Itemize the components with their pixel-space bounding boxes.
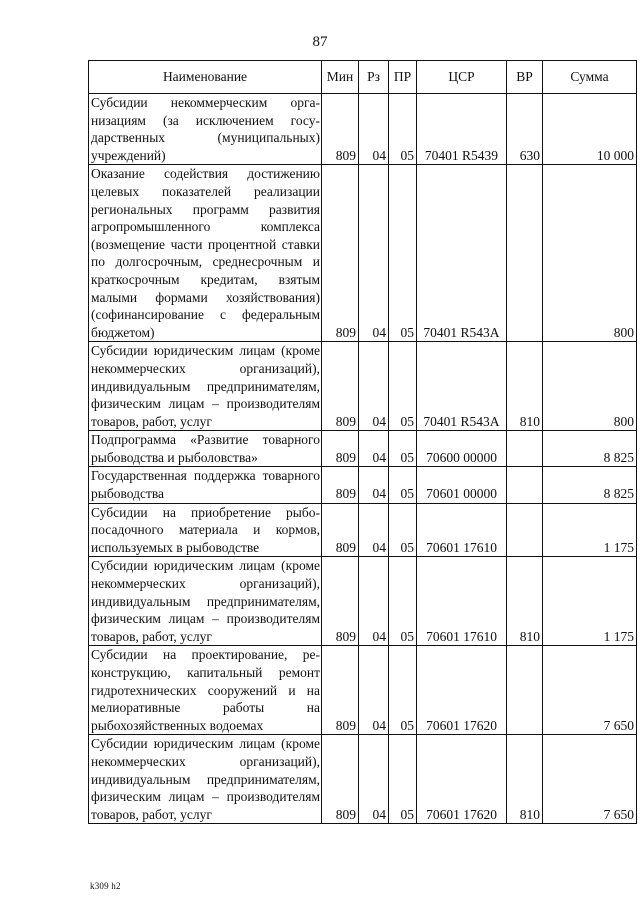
row-pr: 05 — [389, 342, 417, 431]
row-name: Субсидии на проектирование, реконструкцию, капитальный ремонт гидротехнических сооружений и на мелиоративные работы на рыбохозяйственных водоемах — [89, 646, 322, 735]
row-vr — [507, 503, 543, 557]
budget-table — [88, 60, 637, 824]
table-row — [89, 557, 637, 646]
row-rz: 04 — [359, 431, 389, 467]
row-vr: 810 — [507, 735, 543, 824]
table-row — [89, 165, 637, 342]
page-number: 87 — [312, 34, 328, 50]
row-pr: 05 — [389, 503, 417, 557]
row-sum: 1 175 — [543, 503, 637, 557]
row-csr: 70601 00000 — [417, 467, 507, 503]
row-min: 809 — [322, 735, 359, 824]
row-name: Государственная поддержка товарного рыбоводства — [89, 467, 322, 503]
row-pr: 05 — [389, 165, 417, 342]
row-sum: 800 — [543, 342, 637, 431]
row-vr: 810 — [507, 342, 543, 431]
row-vr — [507, 467, 543, 503]
table-row — [89, 342, 637, 431]
row-csr: 70401 R543А — [417, 165, 507, 342]
row-vr: 810 — [507, 557, 543, 646]
row-name: Оказание содействия достижению целевых показателей реализации региональных программ развития агропромышленного комплекса (возмещение части процентной ставки по долгосрочным, среднесрочным и краткосрочным кредитам, взятым малыми формами хозяйствования) (софинансирование с федеральным бюджетом) — [89, 165, 322, 342]
row-pr: 05 — [389, 557, 417, 646]
row-csr: 70601 17620 — [417, 646, 507, 735]
row-name: Субсидии юридическим лицам (кроме некоммерческих организаций), индивидуальным предпринимателям, физическим лицам – производителям товаров, работ, услуг — [89, 735, 322, 824]
header-sum: Сумма — [543, 61, 637, 94]
row-sum: 7 650 — [543, 646, 637, 735]
row-csr: 70601 17620 — [417, 735, 507, 824]
row-vr — [507, 646, 543, 735]
row-sum: 10 000 — [543, 94, 637, 165]
table-row — [89, 735, 637, 824]
table-header-row — [89, 61, 637, 94]
row-csr: 70601 17610 — [417, 503, 507, 557]
row-csr: 70601 17610 — [417, 557, 507, 646]
row-sum: 8 825 — [543, 467, 637, 503]
header-pr: ПР — [389, 61, 417, 94]
row-min: 809 — [322, 431, 359, 467]
table-row — [89, 503, 637, 557]
table-row — [89, 94, 637, 165]
row-min: 809 — [322, 94, 359, 165]
row-min: 809 — [322, 557, 359, 646]
row-sum: 8 825 — [543, 431, 637, 467]
row-min: 809 — [322, 646, 359, 735]
row-csr: 70401 R543А — [417, 342, 507, 431]
header-csr: ЦСР — [417, 61, 507, 94]
row-pr: 05 — [389, 431, 417, 467]
row-rz: 04 — [359, 165, 389, 342]
row-csr: 70600 00000 — [417, 431, 507, 467]
row-pr: 05 — [389, 646, 417, 735]
row-pr: 05 — [389, 735, 417, 824]
row-sum: 7 650 — [543, 735, 637, 824]
row-pr: 05 — [389, 94, 417, 165]
row-rz: 04 — [359, 557, 389, 646]
row-rz: 04 — [359, 735, 389, 824]
header-name: Наименование — [89, 61, 322, 94]
row-vr: 630 — [507, 94, 543, 165]
row-name: Субсидии юридическим лицам (кроме некоммерческих организаций), индивидуальным предпринимателям, физическим лицам – производителям товаров, работ, услуг — [89, 557, 322, 646]
row-rz: 04 — [359, 94, 389, 165]
header-rz: Рз — [359, 61, 389, 94]
row-pr: 05 — [389, 467, 417, 503]
row-rz: 04 — [359, 467, 389, 503]
row-name: Субсидии на приобретение рыбопосадочного материала и кормов, используемых в рыбоводстве — [89, 503, 322, 557]
row-min: 809 — [322, 342, 359, 431]
row-rz: 04 — [359, 646, 389, 735]
row-rz: 04 — [359, 342, 389, 431]
row-name: Субсидии некоммерческим организациям (за исключением государственных (муниципальных) учреждений) — [89, 94, 322, 165]
row-min: 809 — [322, 467, 359, 503]
row-min: 809 — [322, 503, 359, 557]
row-sum: 800 — [543, 165, 637, 342]
row-sum: 1 175 — [543, 557, 637, 646]
row-csr: 70401 R5439 — [417, 94, 507, 165]
footer-code: k309 h2 — [90, 881, 121, 891]
table-row — [89, 467, 637, 503]
row-rz: 04 — [359, 503, 389, 557]
row-min: 809 — [322, 165, 359, 342]
table-row — [89, 646, 637, 735]
row-name: Подпрограмма «Развитие товарного рыбоводства и рыболовства» — [89, 431, 322, 467]
row-vr — [507, 165, 543, 342]
row-vr — [507, 431, 543, 467]
header-vr: ВР — [507, 61, 543, 94]
header-min: Мин — [322, 61, 359, 94]
table-row — [89, 431, 637, 467]
row-name: Субсидии юридическим лицам (кроме некоммерческих организаций), индивидуальным предпринимателям, физическим лицам – производителям товаров, работ, услуг — [89, 342, 322, 431]
